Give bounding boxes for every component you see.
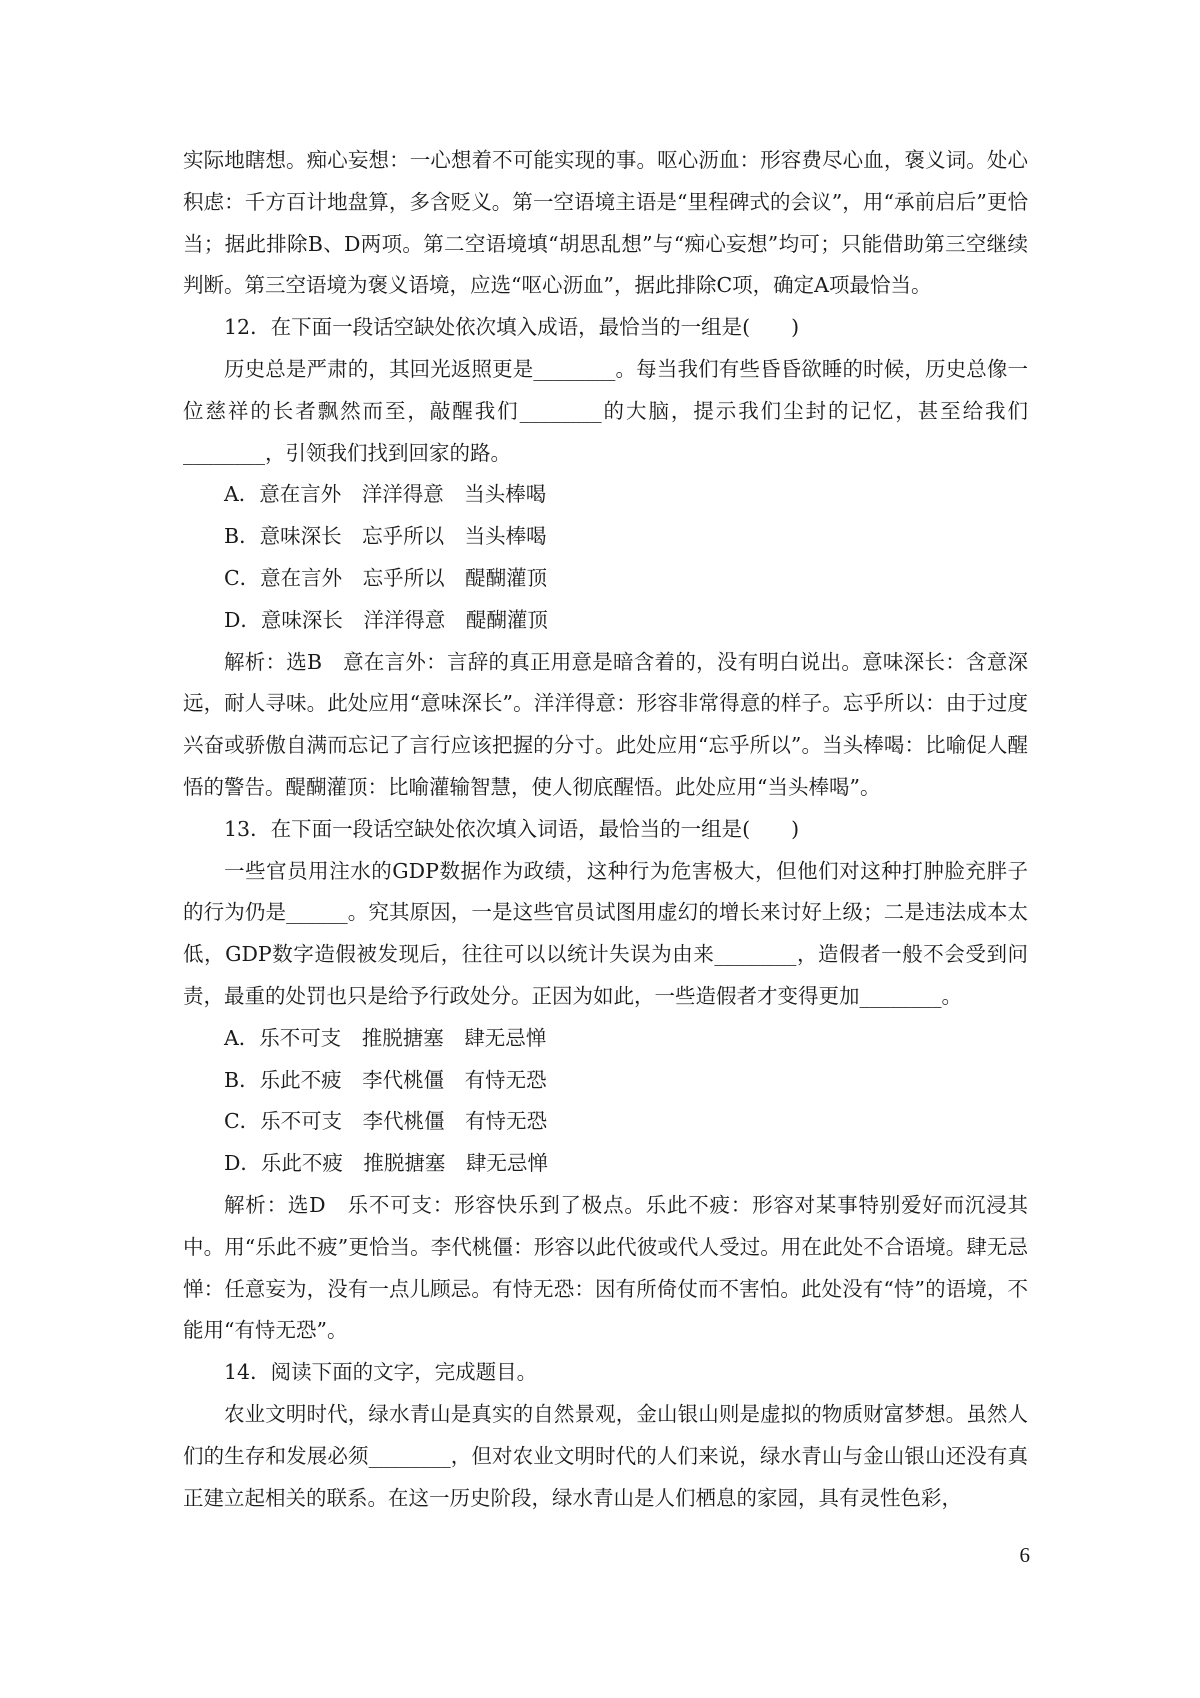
question-12-option-c: C．意在言外 忘乎所以 醍醐灌顶: [224, 565, 548, 590]
question-13-analysis: 解析：选D 乐不可支：形容快乐到了极点。乐此不疲：形容对某事特别爱好而沉浸其中。用“乐此不疲”更恰当。李代桃僵：形容以此代彼或代人受过。用在此处不合语境。肆无忌惮：任意妄为，没有一点儿顾忌。有恃无恐：因有所倚仗而不害怕。此处没有“恃”的语境，不能用“有恃无恐”。: [183, 1192, 1028, 1343]
question-13-option-a: A．乐不可支 推脱搪塞 肆无忌惮: [224, 1025, 547, 1050]
previous-analysis-continuation: 实际地瞎想。痴心妄想：一心想着不可能实现的事。呕心沥血：形容费尽心血，褒义词。处心积虑：千方百计地盘算，多含贬义。第一空语境主语是“里程碑式的会议”，用“承前启后”更恰当；据此排除B、D两项。第二空语境填“胡思乱想”与“痴心妄想”均可；只能借助第三空继续判断。第三空语境为褒义语境，应选“呕心沥血”，据此排除C项，确定A项最恰当。: [183, 148, 1028, 298]
question-12-option-a: A．意在言外 洋洋得意 当头棒喝: [224, 482, 547, 507]
question-13-stem: 13．在下面一段话空缺处依次填入词语，最恰当的一组是( ): [224, 816, 800, 841]
page-number: 6: [1019, 1543, 1030, 1567]
question-12-option-b: B．意味深长 忘乎所以 当头棒喝: [224, 524, 547, 549]
question-12-stem: 12．在下面一段话空缺处依次填入成语，最恰当的一组是( ): [224, 315, 800, 340]
question-13-option-b: B．乐此不疲 李代桃僵 有恃无恐: [224, 1067, 547, 1092]
question-13-passage: 一些官员用注水的GDP数据作为政绩，这种行为危害极大，但他们对这种打肿脸充胖子的行为仍是______。究其原因，一是这些官员试图用虚幻的增长来讨好上级；二是违法成本太低，GDP数字造假被发现后，往往可以以统计失误为由来________，造假者一般不会受到问责，最重的处罚也只是给予行政处分。正因为如此，一些造假者才变得更加________。: [183, 858, 1028, 1008]
question-14-passage: 农业文明时代，绿水青山是真实的自然景观，金山银山则是虚拟的物质财富梦想。虽然人们的生存和发展必须________，但对农业文明时代的人们来说，绿水青山与金山银山还没有真正建立起相关的联系。在这一历史阶段，绿水青山是人们栖息的家园，具有灵性色彩，: [183, 1401, 1028, 1510]
question-13-option-d: D．乐此不疲 推脱搪塞 肆无忌惮: [224, 1151, 548, 1176]
document-body: [183, 140, 1028, 1519]
question-13-option-c: C．乐不可支 李代桃僵 有恃无恐: [224, 1109, 548, 1134]
question-12-option-d: D．意味深长 洋洋得意 醍醐灌顶: [224, 607, 548, 632]
question-14-stem: 14．阅读下面的文字，完成题目。: [224, 1360, 538, 1385]
question-12-passage: 历史总是严肃的，其回光返照更是________。每当我们有些昏昏欲睡的时候，历史总像一位慈祥的长者飘然而至，敲醒我们________的大脑，提示我们尘封的记忆，甚至给我们________，引领我们找到回家的路。: [183, 356, 1028, 465]
question-12-analysis: 解析：选B 意在言外：言辞的真正用意是暗含着的，没有明白说出。意味深长：含意深远，耐人寻味。此处应用“意味深长”。洋洋得意：形容非常得意的样子。忘乎所以：由于过度兴奋或骄傲自满而忘记了言行应该把握的分寸。此处应用“忘乎所以”。当头棒喝：比喻促人醒悟的警告。醍醐灌顶：比喻灌输智慧，使人彻底醒悟。此处应用“当头棒喝”。: [183, 649, 1028, 799]
